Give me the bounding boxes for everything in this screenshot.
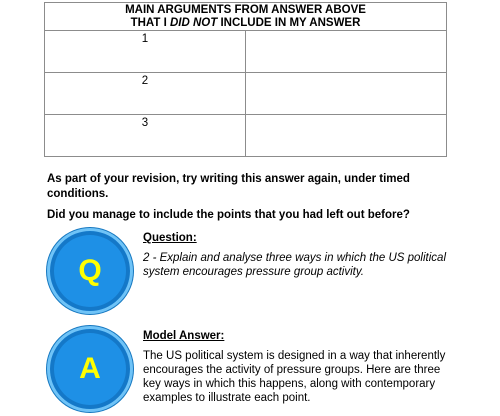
question-title: Question: <box>143 232 197 244</box>
missed-arguments-table <box>44 2 447 157</box>
question-body: 2 - Explain and analyse three ways in which the US political system encourages pressure group activity. <box>143 252 446 278</box>
table-row <box>45 73 447 115</box>
table-row <box>45 115 447 157</box>
answer-badge <box>47 326 133 412</box>
question-badge <box>47 228 133 314</box>
header-line-2-emphasis: DID NOT <box>170 16 218 29</box>
left-out-points-question: Did you manage to include the points that you had left out before? <box>47 209 410 221</box>
answer-cell[interactable] <box>246 115 447 157</box>
table-row <box>45 31 447 73</box>
header-line-2-end: INCLUDE IN MY ANSWER <box>217 16 361 29</box>
row-number: 2 <box>45 73 246 115</box>
answer-cell[interactable] <box>246 73 447 115</box>
header-line-2 <box>45 17 446 30</box>
question-badge-letter: Q <box>78 254 102 287</box>
header-line-2-start: THAT I <box>130 16 170 29</box>
header-line-1: MAIN ARGUMENTS FROM ANSWER ABOVE <box>125 4 366 16</box>
table-header <box>45 3 447 31</box>
answer-body: The US political system is designed in a way that inherently encourages the activity of pressure groups. Here are three key ways in which this happens, along with contemporary examples to illustrate each point. <box>143 350 446 404</box>
answer-badge-letter: A <box>79 352 101 385</box>
answer-title: Model Answer: <box>143 330 225 342</box>
row-number: 1 <box>45 31 246 73</box>
revision-instruction: As part of your revision, try writing this answer again, under timed conditions. <box>47 173 410 200</box>
answer-cell[interactable] <box>246 31 447 73</box>
row-number: 3 <box>45 115 246 157</box>
